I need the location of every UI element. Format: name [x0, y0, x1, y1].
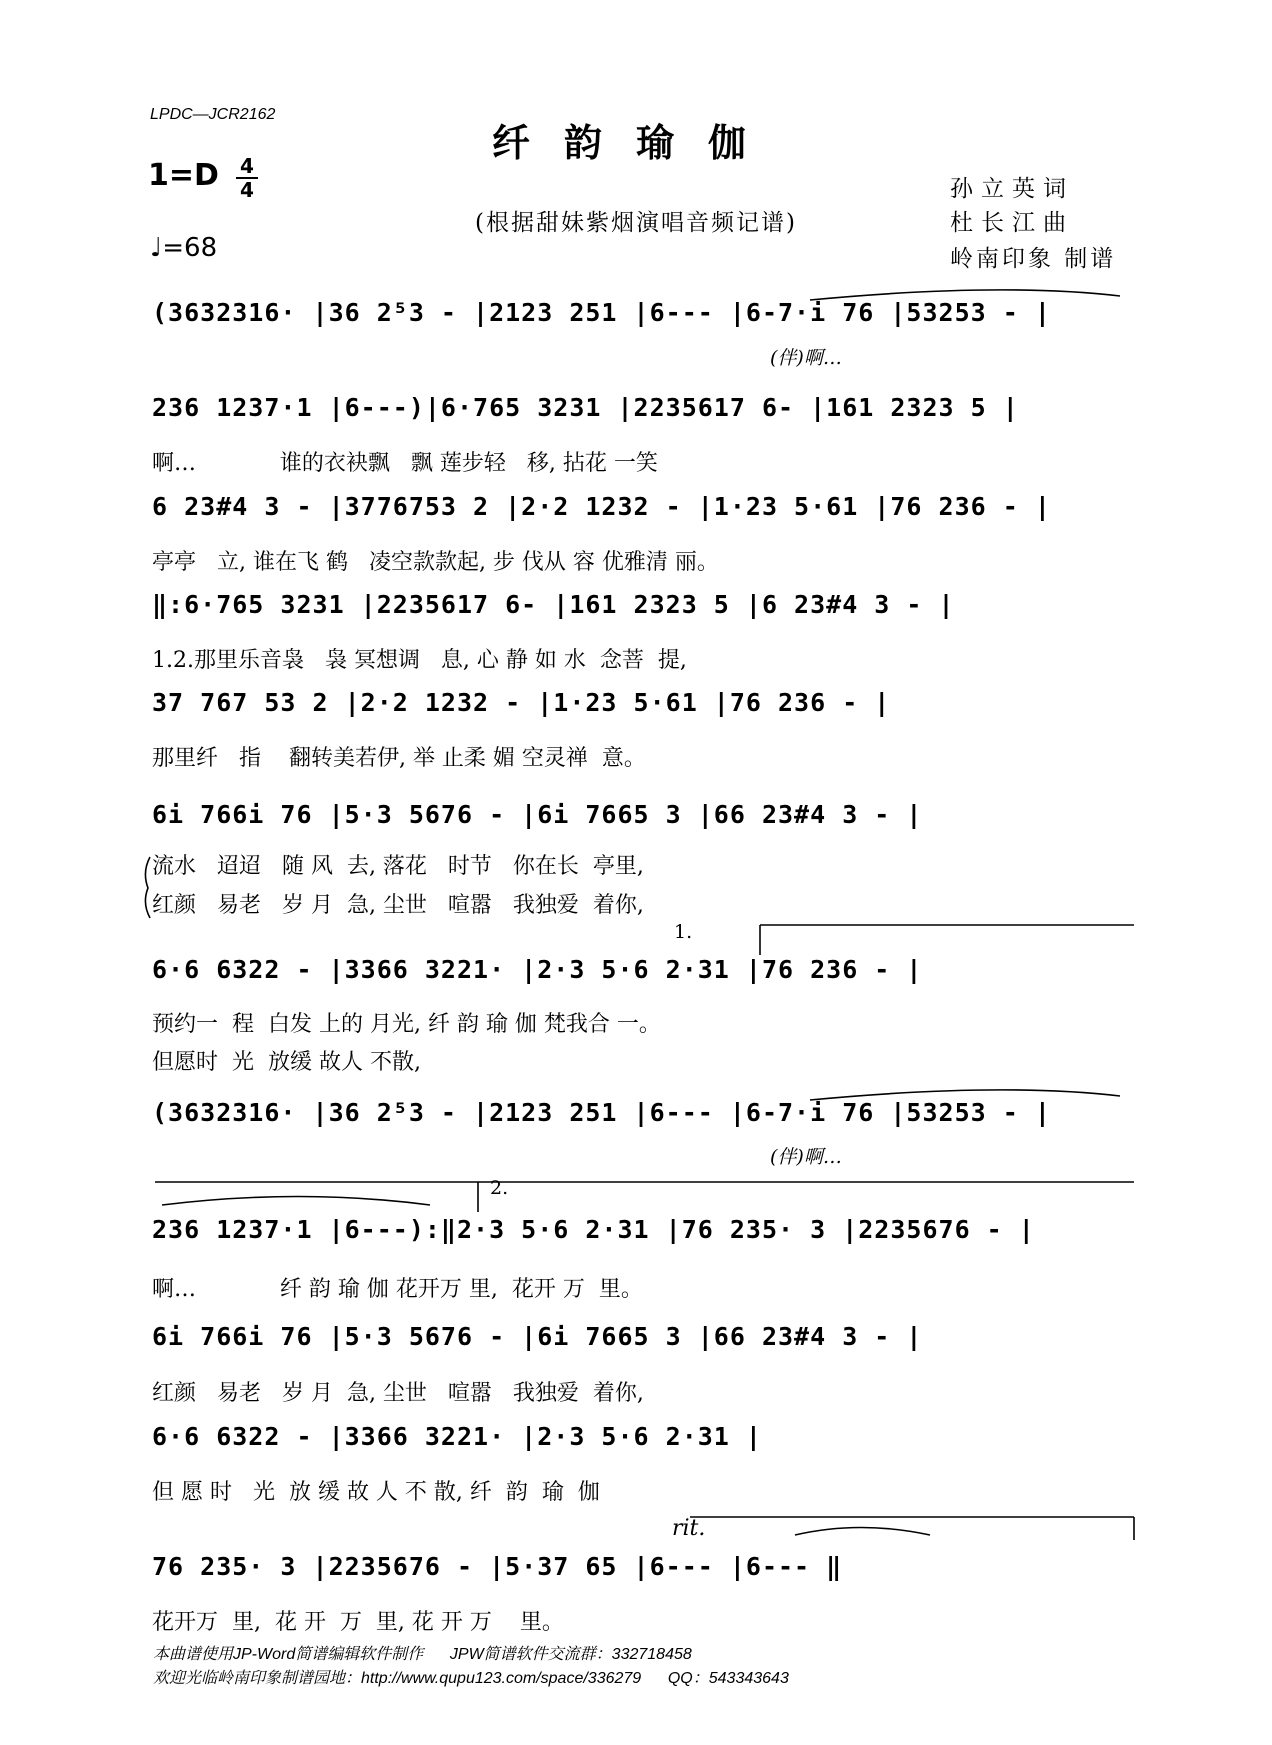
- notation-row-10: 6i 766i 76 |5·3 5676 - |6i 7665 3 |66 23#4 3 - |: [152, 1322, 923, 1351]
- lyrics-row-6-verse-1: 流水 迢迢 随 风 去, 落花 时节 你在长 亭里,: [152, 854, 644, 879]
- notation-row-5: 37 767 53 2 |2·2 1232 - |1·23 5·61 |76 236 - |: [152, 688, 891, 717]
- notation-row-7: 6·6 6322 - |3366 3221· |2·3 5·6 2·31 |76 236 - |: [152, 955, 923, 984]
- accompaniment-note-2: (伴)啊…: [770, 1146, 842, 1168]
- notation-row-3: 6 23#4 3 - |3776753 2 |2·2 1232 - |1·23 5·61 |76 236 - |: [152, 492, 1051, 521]
- lyrics-row-10: 红颜 易老 岁 月 急, 尘世 喧嚣 我独爱 着你,: [152, 1381, 644, 1406]
- lyrics-row-2: 啊… 谁的衣袂飘 飘 莲步轻 移, 拈花 一笑: [152, 451, 658, 476]
- composer-credit: 杜长江曲: [950, 210, 1074, 236]
- score-subtitle: (根据甜妹紫烟演唱音频记谱): [475, 210, 797, 236]
- notation-row-11: 6·6 6322 - |3366 3221· |2·3 5·6 2·31 |: [152, 1422, 762, 1451]
- footer-line-2: 欢迎光临岭南印象制谱园地：http://www.qupu123.com/space/336279 QQ：543343643: [153, 1670, 789, 1687]
- accompaniment-note: (伴)啊…: [770, 347, 842, 369]
- notation-row-4: ‖:6·765 3231 |2235617 6- |161 2323 5 |6 23#4 3 - |: [152, 590, 955, 619]
- first-ending-label: 1.: [674, 921, 693, 943]
- time-denominator: 4: [240, 178, 254, 202]
- notation-row-1: (3632316· |36 2⁵3 - |2123 251 |6--- |6-7·i 76 |53253 - |: [152, 298, 1051, 327]
- notation-row-8: (3632316· |36 2⁵3 - |2123 251 |6--- |6-7·i 76 |53253 - |: [152, 1098, 1051, 1127]
- lyrics-row-11: 但 愿 时 光 放 缓 故 人 不 散, 纤 韵 瑜 伽: [152, 1480, 600, 1505]
- ritardando-marking: rit.: [672, 1516, 706, 1541]
- key-signature: 1=D: [148, 158, 219, 193]
- lyrics-row-7-verse-2: 但愿时 光 放缓 故人 不散,: [152, 1050, 421, 1075]
- notation-row-9: 236 1237·1 |6---):‖2·3 5·6 2·31 |76 235· 3 |2235676 - |: [152, 1215, 1035, 1244]
- tie-arc: [810, 290, 1120, 300]
- tie-arc: [810, 1090, 1120, 1100]
- tie-arc: [162, 1197, 430, 1206]
- lyrics-row-7-verse-1: 预约一 程 白发 上的 月光, 纤 韵 瑜 伽 梵我合 一。: [152, 1012, 661, 1037]
- notation-row-12: 76 235· 3 |2235676 - |5·37 65 |6--- |6--- ‖: [152, 1552, 843, 1581]
- notation-row-2: 236 1237·1 |6---)|6·765 3231 |2235617 6- |161 2323 5 |: [152, 393, 1019, 422]
- tie-arc: [795, 1528, 930, 1536]
- lyricist-credit: 孙立英词: [950, 176, 1074, 202]
- lyrics-row-9: 啊… 纤 韵 瑜 伽 花开万 里, 花开 万 里。: [152, 1277, 643, 1302]
- lyrics-row-3: 亭亭 立, 谁在飞 鹤 凌空款款起, 步 伐从 容 优雅清 丽。: [152, 550, 719, 575]
- score-code: LPDC—JCR2162: [150, 106, 276, 123]
- tempo-marking: ♩=68: [150, 233, 218, 263]
- lyrics-row-5: 那里纤 指 翻转美若伊, 举 止柔 媚 空灵禅 意。: [152, 746, 646, 771]
- arranger-credit: 岭南印象 制谱: [950, 246, 1117, 272]
- footer-line-1: 本曲谱使用JP-Word简谱编辑软件制作 JPW简谱软件交流群：332718458: [153, 1646, 692, 1663]
- lyrics-row-12: 花开万 里, 花 开 万 里, 花 开 万 里。: [152, 1610, 564, 1635]
- second-ending-label: 2.: [490, 1177, 509, 1199]
- score-title: 纤韵瑜伽: [491, 120, 780, 165]
- time-numerator: 4: [240, 154, 254, 178]
- notation-row-6: 6i 766i 76 |5·3 5676 - |6i 7665 3 |66 23#4 3 - |: [152, 800, 923, 829]
- lyrics-row-6-verse-2: 红颜 易老 岁 月 急, 尘世 喧嚣 我独爱 着你,: [152, 893, 644, 918]
- verse-brace: [145, 857, 150, 918]
- lyrics-row-4: 1.2.那里乐音袅 袅 冥想调 息, 心 静 如 水 念菩 提,: [152, 648, 687, 673]
